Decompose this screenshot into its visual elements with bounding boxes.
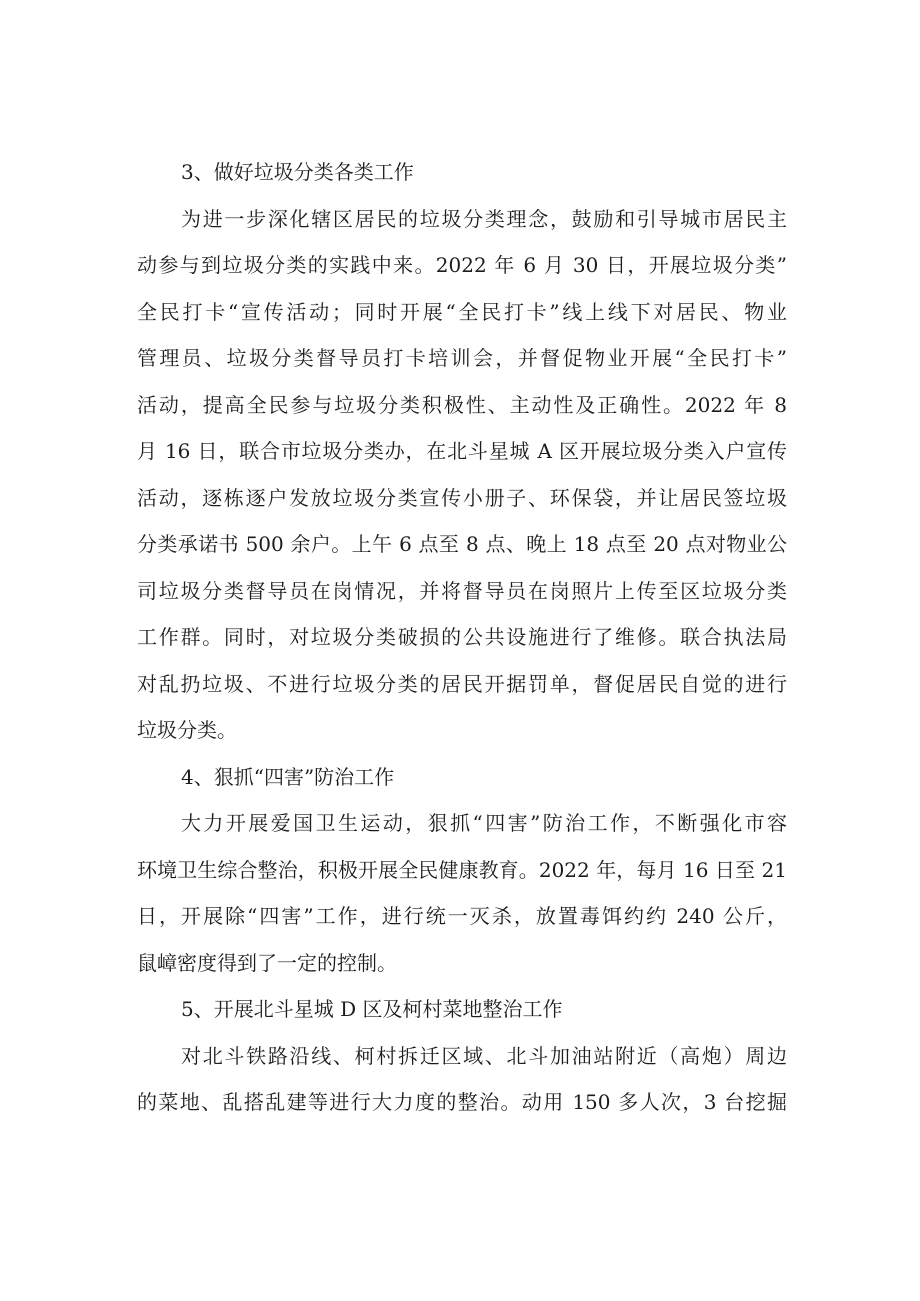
paragraph-line: 活动，提高全民参与垃圾分类积极性、主动性及正确性。2022 年 8 (137, 393, 787, 417)
paragraph-line: 全民打卡“宣传活动；同时开展“全民打卡”线上线下对居民、物业 (137, 300, 787, 324)
paragraph-line: 大力开展爱国卫生运动，狠抓“四害”防治工作，不断强化市容 (181, 811, 787, 835)
paragraph-line: 的菜地、乱搭乱建等进行大力度的整治。动用 150 多人次，3 台挖掘 (137, 1090, 787, 1114)
paragraph-line: 鼠嶂密度得到了一定的控制。 (137, 951, 397, 975)
paragraph-line: 管理员、垃圾分类督导员打卡培训会，并督促物业开展“全民打卡” (137, 346, 787, 370)
paragraph-line: 分类承诺书 500 余户。上午 6 点至 8 点、晚上 18 点至 20 点对物业公 (137, 532, 787, 556)
section-heading-3: 3、做好垃圾分类各类工作 (181, 160, 414, 184)
paragraph-line: 月 16 日，联合市垃圾分类办，在北斗星城 A 区开展垃圾分类入户宣传 (137, 439, 787, 463)
paragraph-line: 动参与到垃圾分类的实践中来。2022 年 6 月 30 日，开展垃圾分类” (137, 253, 787, 277)
paragraph-line: 工作群。同时，对垃圾分类破损的公共设施进行了维修。联合执法局 (137, 625, 787, 649)
paragraph-line: 对乱扔垃圾、不进行垃圾分类的居民开据罚单，督促居民自觉的进行 (137, 672, 787, 696)
section-heading-4: 4、狠抓“四害”防治工作 (181, 765, 395, 789)
paragraph-line: 对北斗铁路沿线、柯村拆迁区域、北斗加油站附近（高炮）周边 (181, 1044, 787, 1068)
paragraph-line: 日，开展除“四害”工作，进行统一灭杀，放置毒饵约约 240 公斤， (137, 904, 787, 928)
paragraph-line: 司垃圾分类督导员在岗情况，并将督导员在岗照片上传至区垃圾分类 (137, 579, 787, 603)
paragraph-line: 环境卫生综合整治，积极开展全民健康教育。2022 年，每月 16 日至 21 (137, 858, 787, 882)
paragraph-line: 为进一步深化辖区居民的垃圾分类理念，鼓励和引导城市居民主 (181, 207, 787, 231)
paragraph-line: 活动，逐栋逐户发放垃圾分类宣传小册子、环保袋，并让居民签垃圾 (137, 486, 787, 510)
paragraph-line: 垃圾分类。 (137, 718, 237, 742)
section-heading-5: 5、开展北斗星城 D 区及柯村菜地整治工作 (181, 997, 563, 1021)
